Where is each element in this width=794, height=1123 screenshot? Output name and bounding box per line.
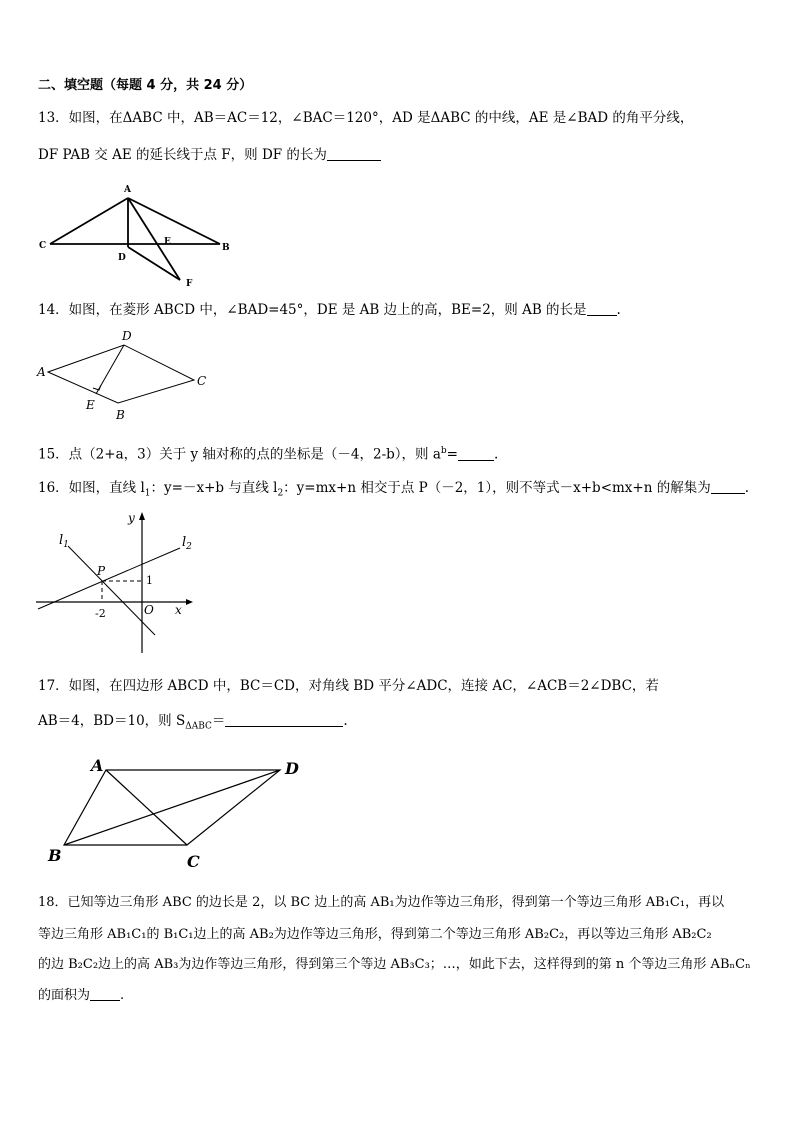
q14-figure: [30, 325, 220, 425]
q17-end: .: [343, 713, 348, 729]
q18-line1: 18．已知等边三角形 ABC 的边长是 2，以 BC 边上的高 AB₁为边作等边三角形，得到第一个等边三角形 AB₁C₁，再以: [38, 895, 725, 910]
q14-rhombus-lines: [48, 345, 194, 403]
q13-label-a: A: [124, 185, 131, 195]
q17-line2-post: ＝: [211, 713, 226, 729]
q16-label-l1: [59, 533, 69, 550]
q16-label-origin: O: [144, 603, 154, 617]
q16-mid1: ：y=－x+b 与直线 l: [150, 480, 278, 496]
q17-area-sub: ΔABC: [185, 721, 212, 732]
q14-label-e: E: [86, 398, 95, 412]
q15-text: 15．点（2+a，3）关于 y 轴对称的点的坐标是（－4，2-b），则 a: [38, 446, 441, 463]
q13-label-b: B: [222, 243, 230, 253]
q15-line: [38, 441, 498, 465]
q16-l2-letter: l: [182, 535, 187, 550]
q16-label-p: P: [97, 564, 106, 578]
q18-answer-blank[interactable]: [90, 986, 120, 1001]
q17-label-b: B: [48, 846, 62, 865]
q16-line: [38, 478, 749, 504]
q16-label-neg-two: -2: [95, 607, 106, 620]
q13-figure-lines: [50, 198, 220, 280]
q17-label-d: D: [285, 759, 299, 778]
q13-line2-post: AB 交 AE 的延长线于点 F，则 DF 的长为: [70, 147, 327, 163]
q18-line2: 等边三角形 AB₁C₁的 B₁C₁边上的高 AB₂为边作等边三角形，得到第二个等边三角形 AB₂C₂，再以等边三角形 AB₂C₂: [38, 927, 712, 942]
q17-quad-lines: [64, 770, 280, 845]
q16-label-y: y: [128, 511, 135, 525]
q16-sub2: 2: [277, 488, 284, 499]
q14-answer-blank[interactable]: [587, 301, 617, 316]
q16-figure: [30, 506, 200, 656]
q17-label-c: C: [187, 852, 200, 871]
q14-label-a: A: [37, 365, 46, 379]
q17-line1: 17．如图，在四边形 ABCD 中，BC＝CD，对角线 BD 平分∠ADC，连接 AC，∠ACB＝2∠DBC，若: [38, 678, 659, 694]
q13-figure: [30, 178, 250, 290]
q13-label-c: C: [39, 241, 47, 251]
q17-line2-pre: AB＝4，BD＝10，则 S: [38, 713, 186, 729]
q16-l2-sub: 2: [186, 542, 192, 552]
q16-mid2: ：y=mx+n 相交于点 P（－2，1），则不等式－x+b<mx+n 的解集为: [283, 480, 711, 496]
q14-text: 14．如图，在菱形 ABCD 中，∠BAD=45°，DE 是 AB 边上的高，BE=2，则 AB 的长是: [38, 302, 587, 318]
x-axis-arrow: [186, 599, 193, 605]
section-title: 二、填空题（每题 4 分，共 24 分）: [38, 78, 253, 93]
q18-line4: [38, 986, 124, 1006]
q18-line3: 的边 B₂C₂边上的高 AB₃为边作等边三角形，得到第三个等边 AB₃C₃；…，如此下去，这样得到的第 n 个等边三角形 ABₙCₙ: [38, 957, 751, 972]
q16-l1-sub: 1: [63, 540, 69, 550]
q15-answer-blank[interactable]: [458, 446, 494, 461]
q13-line2: [38, 145, 381, 165]
q16-lines: [38, 546, 180, 635]
q13-line1: 13．如图，在ΔABC 中，AB＝AC＝12，∠BAC＝120°，AD 是ΔABC 的中线，AE 是∠BAD 的角平分线，: [38, 110, 694, 126]
q16-pre: 16．如图，直线 l: [38, 480, 145, 496]
q16-label-one: 1: [146, 574, 153, 587]
q17-figure: [30, 748, 320, 878]
q14-end: .: [616, 302, 621, 318]
q15-exponent: b: [440, 446, 447, 456]
q13-label-e: E: [164, 237, 171, 247]
q16-end: .: [744, 480, 750, 496]
q16-l1-letter: l: [59, 533, 64, 548]
q14-line: [38, 300, 621, 320]
parallel-symbol: P: [62, 147, 71, 163]
q13-line2-pre: DF: [38, 147, 63, 163]
q16-dashed-guides: [102, 581, 142, 602]
q15-eq: =: [446, 446, 458, 463]
y-axis-arrow: [139, 512, 145, 520]
q17-answer-blank[interactable]: [225, 712, 343, 727]
q14-label-b: B: [116, 408, 125, 422]
q16-sub1: 1: [144, 488, 151, 499]
q13-label-d: D: [118, 253, 126, 263]
q16-answer-blank[interactable]: [711, 479, 745, 494]
q13-answer-blank[interactable]: [327, 146, 381, 161]
q14-label-d: D: [122, 329, 132, 343]
q16-label-x: x: [175, 603, 182, 617]
q17-label-a: A: [91, 756, 104, 775]
q15-end: .: [493, 446, 499, 463]
q16-label-l2: [182, 535, 192, 552]
q17-line2: [38, 711, 348, 737]
q18-end: .: [120, 988, 125, 1003]
q13-label-f: F: [186, 279, 193, 289]
q14-label-c: C: [197, 374, 207, 388]
q18-line4-text: 的面积为: [38, 988, 91, 1003]
